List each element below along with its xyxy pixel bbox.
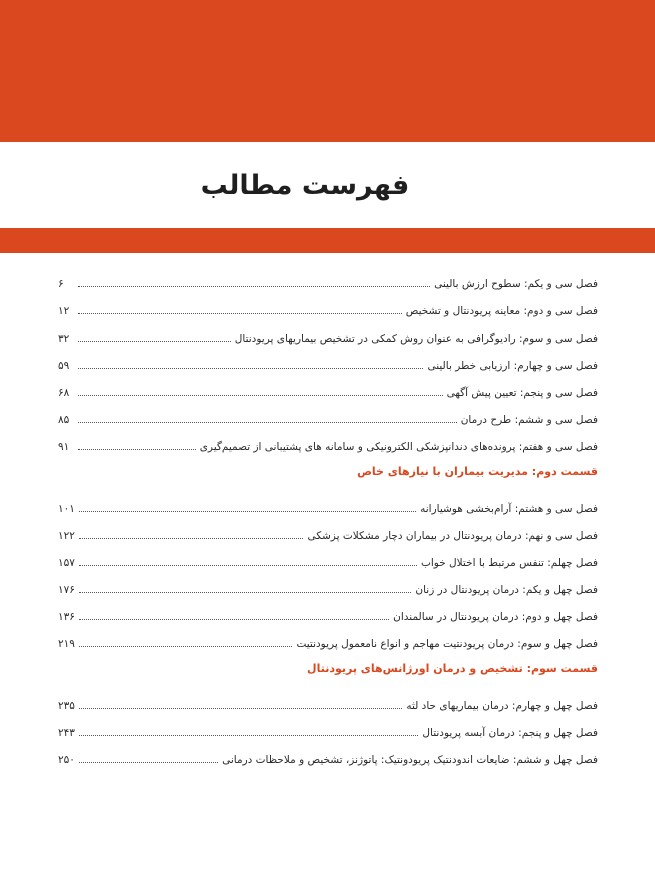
dot-leader (79, 618, 389, 620)
dot-leader (79, 645, 293, 647)
page-number: ۸۵ (58, 414, 70, 427)
page-number: ۳۲ (58, 332, 70, 345)
dot-leader (79, 707, 402, 709)
dot-leader (78, 340, 231, 342)
dot-leader (78, 421, 457, 423)
toc-entry[interactable] (58, 346, 598, 373)
entry-title: فصل سی و دوم: معاینه پریودنتال و تشخیص (405, 305, 598, 318)
page-number: ۶ (58, 278, 64, 291)
page-number: ۲۳۵ (58, 699, 75, 712)
toc-entry[interactable] (58, 488, 598, 515)
toc-entry[interactable] (58, 624, 598, 651)
dot-leader (78, 394, 443, 396)
dot-leader (78, 367, 423, 369)
entry-title: فصل چهل و یکم: درمان پریودنتال در زنان (415, 584, 598, 597)
toc-entry[interactable] (58, 427, 598, 454)
entry-title: فصل سی و هفتم: پرونده‌های دندانپزشکی الکترونیکی و سامانه های پشتیبانی از تصمیم‌گیری (199, 441, 598, 454)
page-number: ۲۱۹ (58, 638, 75, 651)
page-number: ۹۱ (58, 441, 70, 454)
toc-entry[interactable] (58, 570, 598, 597)
toc-entry[interactable] (58, 685, 598, 712)
page-number: ۱۰۱ (58, 502, 75, 515)
entry-title: فصل سی و پنجم: تعیین پیش آگهی (446, 386, 598, 399)
entry-title: فصل سی و هشتم: آرام‌بخشی هوشیارانه (420, 502, 598, 515)
part-heading: قسمت دوم: مدیریت بیماران با نیازهای خاص (357, 464, 598, 478)
dot-leader (79, 734, 418, 736)
toc-entry[interactable] (58, 318, 598, 345)
page-number: ۵۹ (58, 359, 70, 372)
dot-leader (78, 285, 430, 287)
table-of-contents (58, 264, 598, 767)
toc-entry[interactable] (58, 713, 598, 740)
toc-entry[interactable] (58, 373, 598, 400)
entry-title: فصل چهلم: تنفس مرتبط با اختلال خواب (420, 556, 598, 569)
toc-entry[interactable] (58, 543, 598, 570)
page-number: ۲۴۳ (58, 726, 75, 739)
page-number: ۱۳۶ (58, 611, 75, 624)
page-title: فهرست مطالب (200, 170, 410, 201)
entry-title: فصل سی و یکم: سطوح ارزش بالینی (434, 278, 598, 291)
entry-title: فصل سی و سوم: رادیوگرافی به عنوان روش کمکی در تشخیص بیماریهای پریودنتال (234, 332, 598, 345)
page-number: ۱۲۲ (58, 529, 75, 542)
entry-title: فصل چهل و دوم: درمان پریودنتال در سالمندان (393, 611, 598, 624)
entry-title: فصل سی و نهم: درمان پریودنتال در بیماران دچار مشکلات پزشکی (307, 529, 598, 542)
dot-leader (79, 537, 304, 539)
entry-title: فصل سی و ششم: طرح درمان (460, 414, 598, 427)
page-number: ۲۵۰ (58, 754, 75, 766)
dot-leader (78, 312, 402, 314)
dot-leader (79, 761, 218, 763)
title-area (0, 142, 655, 228)
part-heading: قسمت سوم: تشخیص و درمان اورژانس‌های پریودنتال (307, 661, 598, 675)
toc-entry[interactable] (58, 400, 598, 427)
entry-title: فصل چهل و ششم: ضایعات اندودنتیک پریودونتیک: پاتوژنز، تشخیص و ملاحظات درمانی (222, 754, 598, 766)
page-number: ۱۷۶ (58, 584, 75, 597)
entry-title: فصل سی و چهارم: ارزیابی خطر بالینی (427, 359, 598, 372)
entry-title: فصل چهل و سوم: درمان پریودنتیت مهاجم و انواع نامعمول پریودنتیت (296, 638, 598, 651)
toc-entry[interactable] (58, 291, 598, 318)
toc-entry[interactable] (58, 264, 598, 291)
page-number: ۱۵۷ (58, 556, 75, 569)
toc-entry[interactable] (58, 516, 598, 543)
entry-title: فصل چهل و پنجم: درمان آبسه پریودنتال (422, 726, 598, 739)
toc-entry[interactable] (58, 740, 598, 767)
toc-entry[interactable] (58, 597, 598, 624)
divider-band (0, 228, 655, 253)
page-number: ۱۲ (58, 305, 70, 318)
page-number: ۶۸ (58, 386, 70, 399)
dot-leader (78, 448, 196, 450)
top-color-band (0, 0, 655, 142)
dot-leader (79, 564, 417, 566)
entry-title: فصل چهل و چهارم: درمان بیماریهای حاد لثه (406, 699, 598, 712)
dot-leader (79, 591, 411, 593)
dot-leader (79, 510, 416, 512)
